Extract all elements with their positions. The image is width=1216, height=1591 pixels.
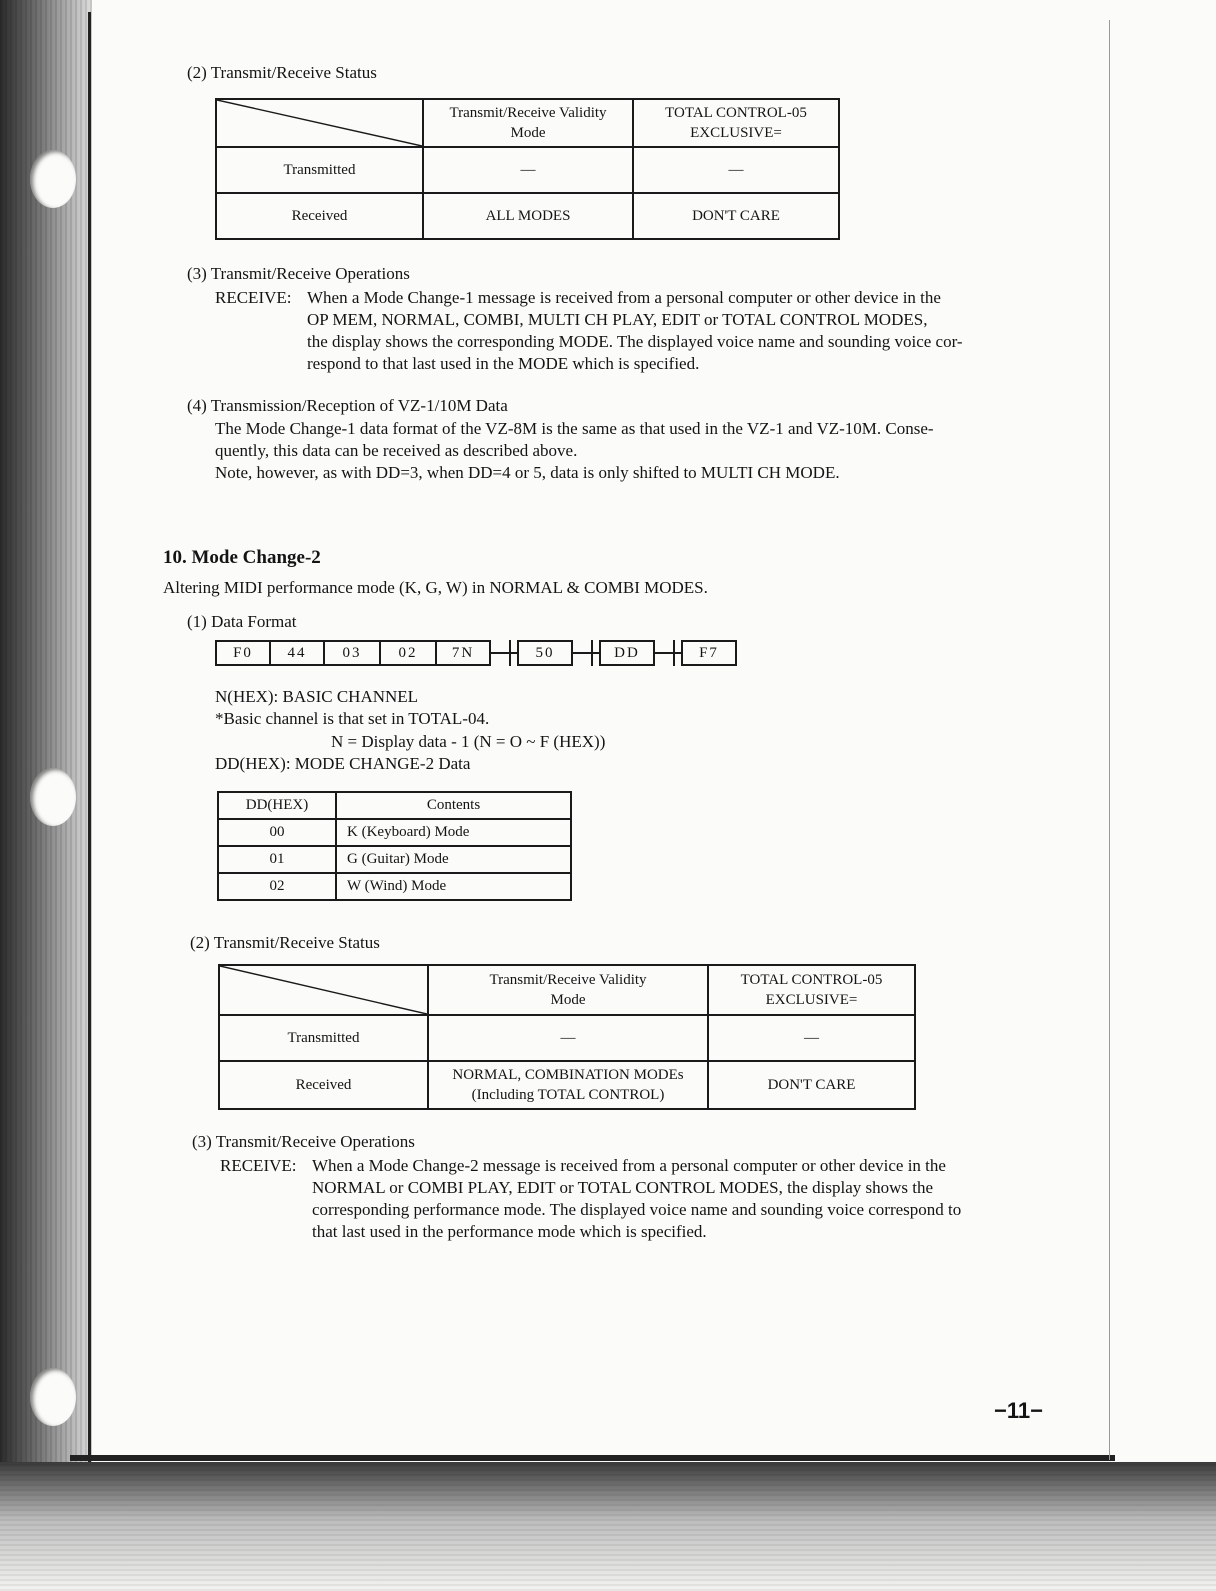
validity-cell: — (423, 147, 633, 193)
receive-line: respond to that last used in the MODE which is specified. (307, 354, 700, 373)
dd-table (217, 791, 572, 901)
total-control-cell: — (633, 147, 839, 193)
validity-cell (428, 1061, 708, 1109)
byte-box: F7 (681, 640, 737, 666)
connector-line (573, 652, 599, 654)
header-line: Mode (550, 992, 586, 1008)
connector-line (655, 652, 681, 654)
receive-line: When a Mode Change-1 message is received from a personal computer or other device in the (307, 288, 941, 307)
table-corner-cell (216, 99, 423, 147)
mode-contents: G (Guitar) Mode (336, 846, 571, 873)
dd-value: 01 (218, 846, 336, 873)
status-table (215, 98, 840, 240)
table-row (219, 1061, 915, 1109)
connector-tick (673, 640, 675, 666)
vz-data-line: The Mode Change-1 data format of the VZ-8M is the same as that used in the VZ-1 and VZ-10M. Conse- (215, 419, 934, 438)
dd-value: 02 (218, 873, 336, 900)
punch-hole (30, 150, 76, 208)
receive-label: RECEIVE: (215, 288, 292, 307)
vz-data-line: quently, this data can be received as described above. (215, 441, 578, 460)
connector-tick (509, 640, 511, 666)
receive-line: corresponding performance mode. The displayed voice name and sounding voice correspond to (312, 1200, 962, 1219)
header-line: TOTAL CONTROL-05 (665, 105, 807, 121)
validity-cell (428, 1015, 708, 1061)
basic-channel-label: N(HEX): BASIC CHANNEL (215, 687, 419, 706)
total-control-cell: DON'T CARE (708, 1061, 915, 1109)
receive-line: the display shows the corresponding MODE. The displayed voice name and sounding voice cor- (307, 332, 963, 351)
status-heading: (2) Transmit/Receive Status (190, 933, 380, 952)
table-row (216, 193, 839, 239)
byte-box: 03 (323, 640, 381, 666)
header-line: TOTAL CONTROL-05 (740, 972, 883, 988)
punch-hole (30, 1368, 76, 1426)
validity-line: — (560, 1030, 576, 1046)
contents-column-header: Contents (336, 792, 571, 819)
header-line: Transmit/Receive Validity (489, 972, 647, 988)
vz-data-line: Note, however, as with DD=3, when DD=4 or 5, data is only shifted to MULTI CH MODE. (215, 463, 840, 482)
dd-hex-label: DD(HEX): MODE CHANGE-2 Data (215, 754, 471, 773)
byte-box: 50 (517, 640, 573, 666)
connector-tick (591, 640, 593, 666)
column-header-total-control (708, 965, 915, 1015)
table-row (218, 819, 571, 846)
status-table (218, 964, 916, 1110)
receive-label: RECEIVE: (220, 1156, 297, 1175)
diagonal-line (220, 966, 427, 1014)
diagonal-line (217, 100, 422, 146)
right-edge-line (1109, 20, 1110, 1460)
total-control-cell: — (708, 1015, 915, 1061)
operations-heading: (3) Transmit/Receive Operations (187, 264, 410, 283)
row-label: Received (216, 193, 423, 239)
column-header-total-control (633, 99, 839, 147)
dd-column-header: DD(HEX) (218, 792, 336, 819)
operations-heading: (3) Transmit/Receive Operations (192, 1132, 415, 1151)
vz-data-heading: (4) Transmission/Reception of VZ-1/10M Data (187, 396, 508, 415)
row-label: Transmitted (219, 1015, 428, 1061)
validity-cell: ALL MODES (423, 193, 633, 239)
connector-line (491, 652, 517, 654)
byte-box: 44 (269, 640, 325, 666)
header-line: Transmit/Receive Validity (449, 105, 607, 121)
byte-box: F0 (215, 640, 271, 666)
table-row (218, 792, 571, 819)
validity-line: NORMAL, COMBINATION MODEs (452, 1067, 684, 1083)
receive-line: When a Mode Change-2 message is received from a personal computer or other device in the (312, 1156, 946, 1175)
column-header-validity (423, 99, 633, 147)
page-edge-line (88, 12, 91, 1462)
punch-hole (30, 768, 76, 826)
total-control-cell: DON'T CARE (633, 193, 839, 239)
page-number: −11− (994, 1398, 1043, 1423)
status-heading: (2) Transmit/Receive Status (187, 63, 377, 82)
column-header-validity (428, 965, 708, 1015)
receive-line: NORMAL or COMBI PLAY, EDIT or TOTAL CONTROL MODES, the display shows the (312, 1178, 934, 1197)
data-format-heading: (1) Data Format (187, 612, 297, 631)
table-corner-cell (219, 965, 428, 1015)
section-subtitle: Altering MIDI performance mode (K, G, W) in NORMAL & COMBI MODES. (163, 578, 708, 597)
table-row (218, 846, 571, 873)
table-row (219, 1015, 915, 1061)
section-title: 10. Mode Change-2 (163, 547, 321, 568)
header-line: EXCLUSIVE= (765, 992, 858, 1008)
byte-box: 7N (435, 640, 491, 666)
header-line: EXCLUSIVE= (690, 125, 782, 141)
mode-contents: K (Keyboard) Mode (336, 819, 571, 846)
receive-line: that last used in the performance mode which is specified. (312, 1222, 707, 1241)
receive-line: OP MEM, NORMAL, COMBI, MULTI CH PLAY, EDIT or TOTAL CONTROL MODES, (307, 310, 928, 329)
page-bottom-edge (70, 1455, 1115, 1461)
channel-formula: N = Display data - 1 (N = O ~ F (HEX)) (331, 732, 606, 751)
byte-box: 02 (379, 640, 437, 666)
validity-line: (Including TOTAL CONTROL) (471, 1087, 665, 1103)
table-row (216, 147, 839, 193)
row-label: Received (219, 1061, 428, 1109)
header-line: Mode (510, 125, 546, 141)
table-row (218, 873, 571, 900)
mode-contents: W (Wind) Mode (336, 873, 571, 900)
dd-value: 00 (218, 819, 336, 846)
row-label: Transmitted (216, 147, 423, 193)
bottom-shadow (0, 1462, 1216, 1591)
basic-channel-note: *Basic channel is that set in TOTAL-04. (215, 709, 490, 728)
byte-box: DD (599, 640, 655, 666)
